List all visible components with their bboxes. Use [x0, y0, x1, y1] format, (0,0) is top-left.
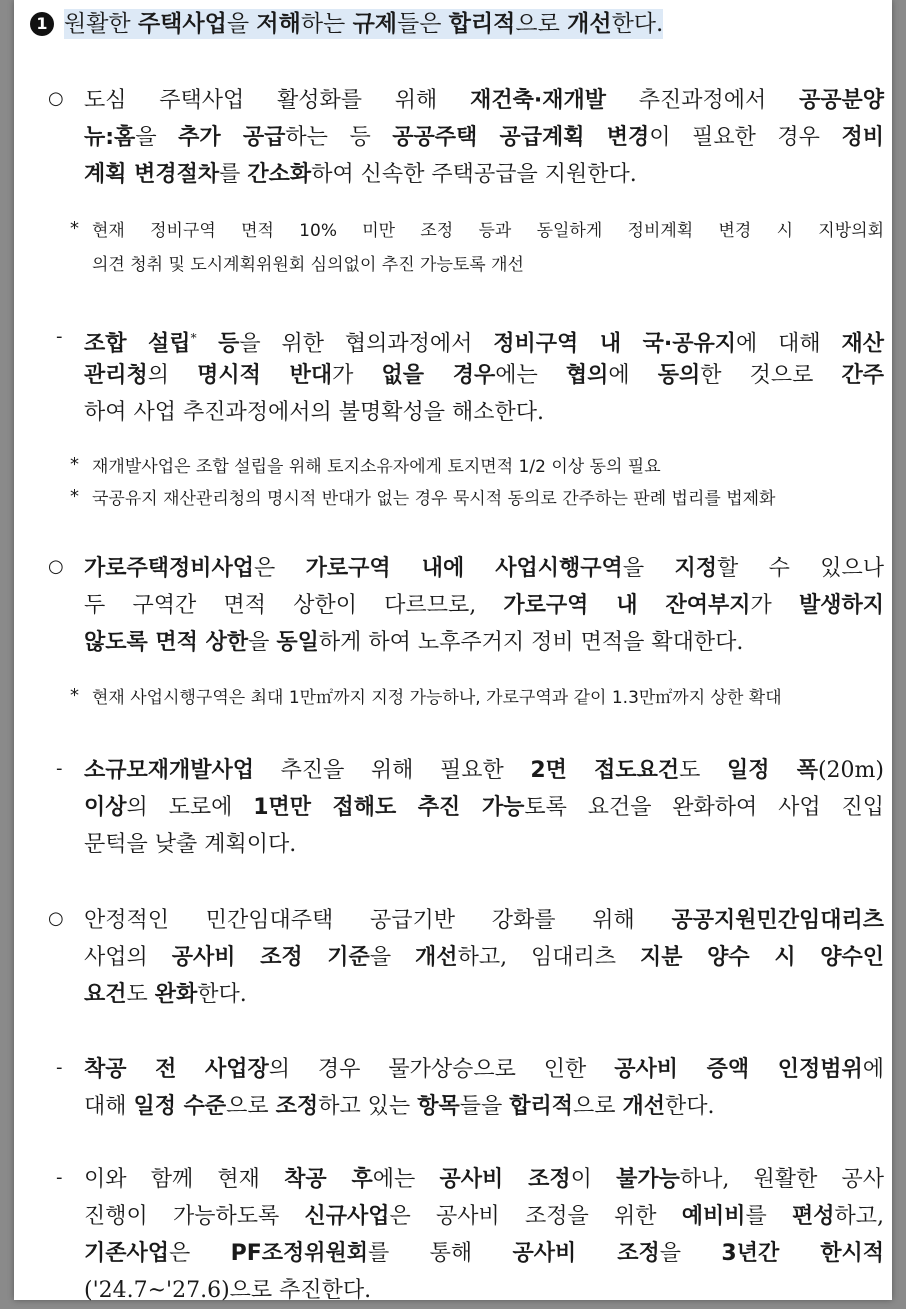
text-segment: 를	[219, 162, 248, 187]
bold-text: 기존사업	[84, 1241, 170, 1266]
text-segment: 으로	[515, 11, 568, 37]
bold-text: 없을 경우	[381, 363, 496, 388]
paragraph-line	[84, 1198, 884, 1235]
text-segment: 으로	[226, 1094, 276, 1119]
text-segment: 하여 사업 추진과정에서의 불명확성을 해소한다.	[84, 400, 545, 425]
bold-text: 저해	[256, 11, 301, 37]
bold-text: 일정 폭	[726, 758, 818, 783]
text-segment: 도	[126, 982, 155, 1007]
text-segment: 현재 정비구역 면적 10% 미만 조정 등과 동일하게 정비계획 변경 시 지방의회	[92, 221, 884, 241]
bold-text: 정비	[841, 125, 885, 150]
text-segment: 추진을 위해 필요한	[254, 758, 531, 783]
section-heading	[30, 6, 663, 42]
document-page	[14, 0, 892, 1303]
text-segment: 의 경우 물가상승으로 인한	[268, 1057, 615, 1082]
bold-text: 뉴:홈	[84, 125, 136, 150]
bold-text: 합리적	[509, 1094, 573, 1119]
dash-bullet-icon: -	[56, 1057, 63, 1078]
text-segment: 의	[147, 363, 198, 388]
text-segment: 을	[248, 630, 277, 655]
heading-highlight	[64, 9, 663, 39]
bold-text: 불가능	[616, 1167, 680, 1192]
text-segment: (20m)	[817, 758, 884, 783]
bold-text: 관리청	[84, 363, 148, 388]
paragraph-line	[84, 1051, 884, 1088]
text-segment: 들은	[397, 11, 449, 37]
text-segment: 을	[622, 556, 675, 581]
text-segment: 현재 사업시행구역은 최대 1만㎡까지 지정 가능하나, 가로구역과 같이 1.3만㎡까지 상한 확대	[92, 688, 782, 708]
note-line	[92, 248, 524, 282]
bold-text: 착공 후	[284, 1167, 373, 1192]
bold-text: 지정	[674, 556, 717, 581]
bold-text: 조합 설립	[84, 331, 191, 357]
paragraph-line	[84, 752, 884, 789]
note-line	[92, 450, 661, 484]
bold-text: 조정	[275, 1094, 319, 1119]
note-line	[92, 482, 775, 516]
bold-text: 않도록 면적 상한	[84, 630, 249, 655]
paragraph-line	[84, 1235, 884, 1272]
text-segment: 재개발사업은 조합 설립을 위해 토지소유자에게 토지면적 1/2 이상 동의 필요	[92, 457, 661, 477]
bold-text: 신규사업	[304, 1204, 390, 1229]
text-segment: 도	[679, 758, 727, 783]
text-segment: 하는	[300, 11, 353, 37]
bold-text: 예비비	[681, 1204, 746, 1229]
bold-text: 개선	[415, 945, 458, 970]
text-segment: 의견 청취 및 도시계획위원회 심의없이 추진 가능토록 개선	[92, 255, 524, 275]
text-segment: 에는	[372, 1167, 440, 1192]
asterisk-note-marker: *	[70, 486, 79, 507]
bold-text: 공공지원민간임대리츠	[671, 908, 884, 933]
bold-text: 주택사업	[137, 11, 227, 37]
bold-text: 공사비 조정	[439, 1167, 571, 1192]
text-segment: 가	[750, 593, 799, 618]
text-segment: 토록 요건을 완화하여 사업 진입	[524, 795, 885, 820]
bold-text: 지분 양수 시 양수인	[640, 945, 884, 970]
text-segment: 에	[862, 1057, 884, 1082]
bold-text: 개선	[567, 11, 612, 37]
text-segment: 은	[254, 556, 306, 581]
paragraph-line	[84, 119, 884, 156]
text-segment: 대해	[84, 1094, 134, 1119]
paragraph-line	[84, 394, 544, 431]
note-line	[92, 681, 782, 715]
text-segment: 에	[608, 363, 658, 388]
text-segment: 을	[135, 125, 179, 150]
paragraph-line	[84, 902, 884, 939]
text-segment: 하나, 원활한 공사	[679, 1167, 885, 1192]
bold-text: 가로구역 내 잔여부지	[503, 593, 751, 618]
text-segment: 하는 등	[285, 125, 393, 150]
asterisk-note-marker: *	[70, 218, 79, 239]
circle-bullet-icon: ○	[48, 88, 64, 109]
paragraph-line	[84, 1161, 884, 1198]
paragraph-line	[84, 156, 637, 193]
bold-text: 합리적	[448, 11, 516, 37]
bold-text: 재산	[841, 331, 885, 357]
dash-bullet-icon: -	[56, 326, 63, 347]
paragraph-line	[84, 939, 884, 976]
text-segment: 가	[332, 363, 382, 388]
text-segment: 을	[226, 11, 257, 37]
bold-text: 편성	[792, 1204, 835, 1229]
text-segment: 추진과정에서	[605, 88, 799, 113]
paragraph-line	[84, 1088, 714, 1125]
paragraph-line	[84, 976, 247, 1013]
text-segment: 은	[169, 1241, 231, 1266]
text-segment: 하고,	[834, 1204, 885, 1229]
dash-bullet-icon: -	[56, 758, 63, 779]
bold-text: 공공주택 공급계획 변경	[392, 125, 650, 150]
text-segment: *	[190, 331, 197, 345]
bold-text: 규제	[352, 11, 397, 37]
bold-text: 완화	[154, 982, 198, 1007]
paragraph-line	[84, 320, 884, 362]
text-segment: 진행이 가능하도록	[84, 1204, 305, 1229]
dash-bullet-icon: -	[56, 1167, 63, 1188]
text-segment: 한다.	[197, 982, 247, 1007]
bold-text: PF조정위원회	[230, 1241, 369, 1266]
circle-bullet-icon: ○	[48, 908, 64, 929]
paragraph-line	[84, 826, 296, 863]
text-segment: 으로	[572, 1094, 623, 1119]
paragraph-line	[84, 789, 884, 826]
text-segment: 할 수 있으나	[716, 556, 885, 581]
bold-text: 정비구역 내 국·공유지	[493, 331, 736, 357]
text-segment: 의 도로에	[126, 795, 254, 820]
text-segment: 하게 하여 노후주거지 정비 면적을 확대한다.	[318, 630, 744, 655]
text-segment: 을 위한 협의과정에서	[239, 331, 494, 357]
text-segment: 국공유지 재산관리청의 명시적 반대가 없는 경우 묵시적 동의로 간주하는 판례 법리를 법제화	[92, 489, 776, 509]
paragraph-line	[84, 587, 884, 624]
text-segment: 이 필요한 경우	[649, 125, 842, 150]
text-segment: 한다.	[611, 11, 664, 37]
bold-text: 공공분양	[799, 88, 885, 113]
paragraph-line	[84, 550, 884, 587]
text-segment: 에는	[495, 363, 566, 388]
bold-text: 항목	[417, 1094, 460, 1119]
text-segment: 사업의	[84, 945, 172, 970]
text-segment: 하고 있는	[318, 1094, 418, 1119]
text-segment: 한다.	[664, 1094, 715, 1119]
bold-text: 간소화	[247, 162, 312, 187]
paragraph-line	[84, 82, 884, 119]
bold-text: 등	[196, 331, 240, 357]
section-number-badge: 1	[30, 12, 54, 36]
bold-text: 착공 전 사업장	[84, 1057, 269, 1082]
bold-text: 이상	[84, 795, 127, 820]
bold-text: 가로구역 내에 사업시행구역	[305, 556, 623, 581]
asterisk-note-marker: *	[70, 685, 79, 706]
bold-text: 동의	[657, 363, 701, 388]
bold-text: 일정 수준	[133, 1094, 227, 1119]
text-segment: 한 것으로	[700, 363, 842, 388]
bold-text: 1면만 접해도 추진 가능	[253, 795, 525, 820]
bold-text: 개선	[622, 1094, 665, 1119]
bold-text: 협의	[565, 363, 609, 388]
bold-text: 공사비 증액 인정범위	[614, 1057, 863, 1082]
text-segment: 은 공사비 조정을 위한	[389, 1204, 682, 1229]
text-segment: 에 대해	[735, 331, 842, 357]
text-segment: 안정적인 민간임대주택 공급기반 강화를 위해	[84, 908, 672, 933]
bold-text: 명시적 반대	[197, 363, 333, 388]
text-segment: 이와 함께 현재	[84, 1167, 285, 1192]
text-segment: 원활한	[64, 11, 138, 37]
bold-text: 재건축·재개발	[470, 88, 606, 113]
text-segment: ('24.7~'27.6)으로 추진한다.	[84, 1278, 372, 1303]
circle-bullet-icon: ○	[48, 556, 64, 577]
text-segment: 두 구역간 면적 상한이 다르므로,	[84, 593, 504, 618]
paragraph-line	[84, 1272, 371, 1309]
bold-text: 가로주택정비사업	[84, 556, 255, 581]
paragraph-line	[84, 357, 884, 394]
paragraph-line	[84, 624, 743, 661]
bold-text: 공사비 조정	[512, 1241, 660, 1266]
text-segment: 을	[659, 1241, 722, 1266]
bold-text: 3년간 한시적	[721, 1241, 884, 1266]
text-segment: 이	[570, 1167, 617, 1192]
bold-text: 2면 접도요건	[530, 758, 680, 783]
text-segment: 을	[369, 945, 416, 970]
text-segment: 문턱을 낮출 계획이다.	[84, 832, 297, 857]
bold-text: 발생하지	[798, 593, 884, 618]
bold-text: 요건	[84, 982, 127, 1007]
text-segment: 들을	[459, 1094, 510, 1119]
note-line	[92, 214, 884, 248]
bold-text: 추가 공급	[178, 125, 286, 150]
text-segment: 하고, 임대리츠	[457, 945, 641, 970]
bold-text: 계획 변경절차	[84, 162, 220, 187]
text-segment: 를	[745, 1204, 792, 1229]
bold-text: 공사비 조정 기준	[171, 945, 370, 970]
bold-text: 간주	[841, 363, 885, 388]
asterisk-note-marker: *	[70, 454, 79, 475]
bold-text: 동일	[276, 630, 319, 655]
bold-text: 소규모재개발사업	[84, 758, 255, 783]
text-segment: 하여 신속한 주택공급을 지원한다.	[311, 162, 637, 187]
text-segment: 를 통해	[368, 1241, 513, 1266]
text-segment: 도심 주택사업 활성화를 위해	[84, 88, 471, 113]
